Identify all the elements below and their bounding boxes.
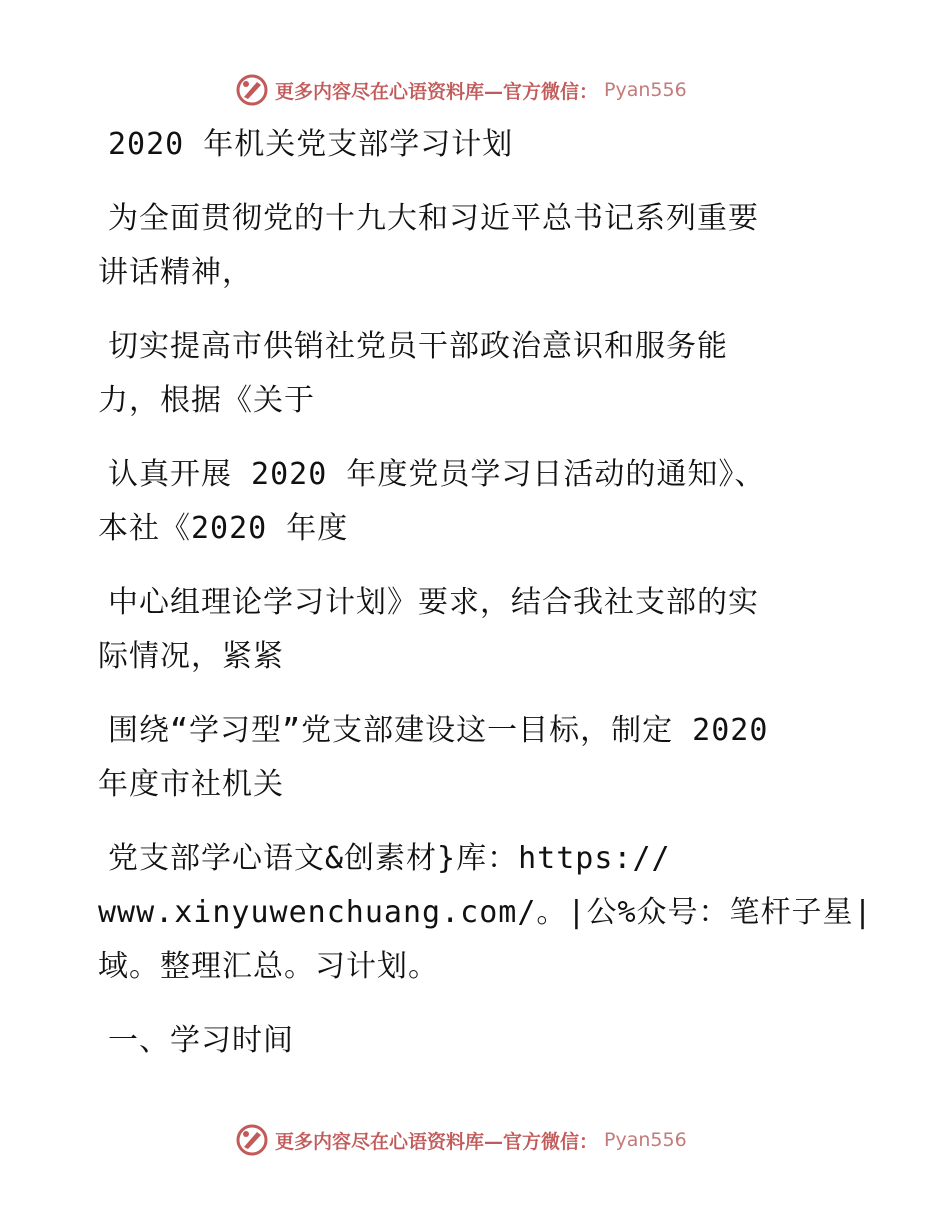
paragraph: [98, 832, 898, 994]
watermark-text: 更多内容尽在心语资料库—官方微信：: [275, 1130, 599, 1153]
paragraph-line: 中心组理论学习计划》要求，结合我社支部的实: [108, 585, 759, 620]
paragraph-line: 本社《2020 年度: [98, 511, 349, 546]
section-heading: 一、学习时间: [108, 1023, 294, 1058]
paragraph-line: 力，根据《关于: [98, 383, 315, 418]
paragraph: [98, 576, 898, 684]
watermark-wechat-id: Pyan556: [604, 79, 687, 101]
paragraph-line: 为全面贯彻党的十九大和习近平总书记系列重要: [108, 201, 759, 236]
footer-watermark: [235, 1120, 687, 1160]
paragraph-line: www.xinyuwenchuang.com/。|公%众号：笔杆子星|: [98, 895, 873, 930]
paragraph: [98, 704, 898, 812]
paragraph: [98, 448, 898, 556]
document-body: [98, 118, 898, 1068]
brand-logo-icon: [235, 1123, 269, 1157]
paragraph-line: 年度市社机关: [98, 767, 284, 802]
header-watermark: [235, 70, 687, 110]
paragraph-line: 讲话精神，: [98, 255, 253, 290]
paragraph-line: 党支部学心语文&创素材}库：https://: [108, 841, 671, 876]
paragraph-line: 际情况，紧紧: [98, 639, 284, 674]
paragraph-line: 切实提高市供销社党员干部政治意识和服务能: [108, 329, 728, 364]
document-title: 2020 年机关党支部学习计划: [108, 127, 514, 162]
paragraph-line: 认真开展 2020 年度党员学习日活动的通知》、: [108, 457, 766, 492]
watermark-wechat-id: Pyan556: [604, 1129, 687, 1151]
paragraph: [98, 320, 898, 428]
paragraph: [98, 192, 898, 300]
brand-logo-icon: [235, 73, 269, 107]
paragraph-line: 围绕“学习型”党支部建设这一目标，制定 2020: [108, 713, 769, 748]
paragraph-line: 域。整理汇总。习计划。: [98, 949, 439, 984]
watermark-text: 更多内容尽在心语资料库—官方微信：: [275, 80, 599, 103]
